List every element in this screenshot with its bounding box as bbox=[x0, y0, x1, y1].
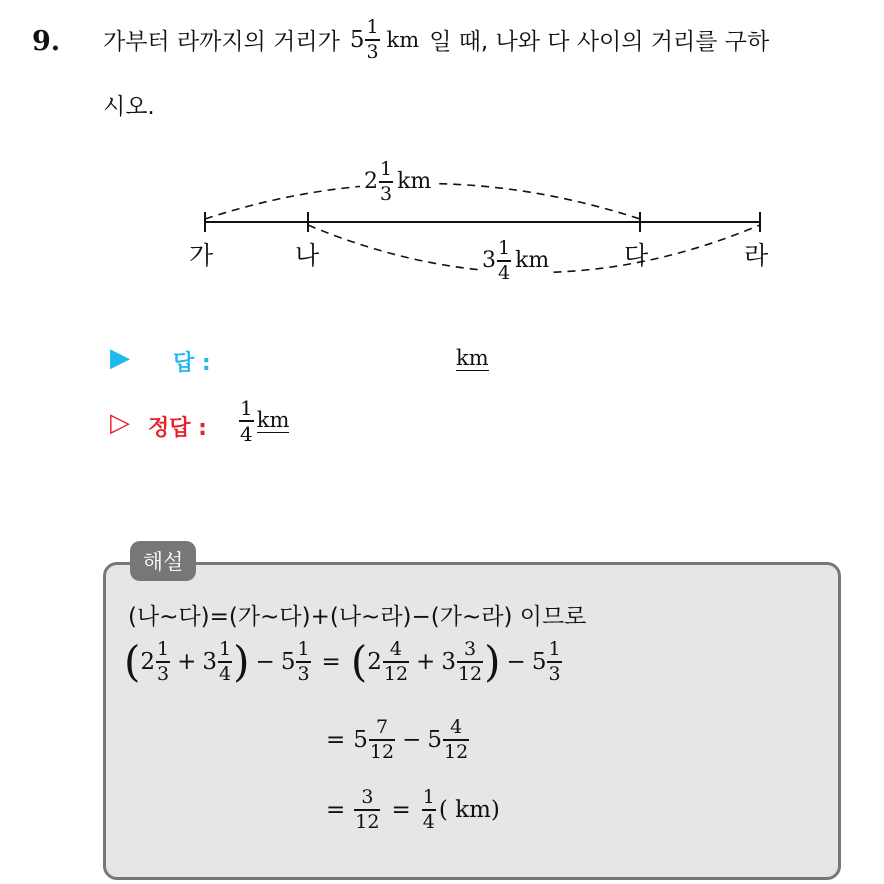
correct-fraction bbox=[239, 398, 254, 444]
lower-arc-label bbox=[478, 239, 553, 283]
upper-arc-label bbox=[360, 160, 435, 204]
lower-fraction bbox=[497, 239, 511, 283]
point-label-na: 나 bbox=[295, 241, 320, 270]
point-label-ga: 가 bbox=[189, 241, 214, 270]
explanation-line-4: = $\frac{3}{12}$ = $\frac{1}{4}$ ( km) bbox=[326, 786, 500, 833]
lower-unit: km bbox=[515, 248, 550, 274]
answer-blue-marker: ▶ bbox=[110, 343, 130, 373]
upper-fraction bbox=[379, 160, 393, 204]
explanation-line-1 bbox=[128, 598, 586, 631]
point-label-da: 다 bbox=[624, 241, 649, 270]
distance-diagram bbox=[0, 0, 884, 320]
point-label-ra: 라 bbox=[744, 241, 769, 270]
upper-denominator: 3 bbox=[380, 182, 393, 205]
correct-red-marker: ▷ bbox=[110, 408, 130, 438]
explanation-line-3: = 5 $\frac{7}{12}$ − 5 $\frac{4}{12}$ bbox=[326, 716, 469, 763]
correct-unit: km bbox=[256, 408, 290, 433]
lower-denominator: 4 bbox=[498, 261, 511, 284]
question-text-before: 가부터 라까지의 거리가 bbox=[103, 29, 340, 56]
lower-whole: 3 bbox=[482, 248, 496, 274]
answer-label: 답 : bbox=[173, 351, 211, 376]
total-denominator: 3 bbox=[366, 40, 379, 63]
total-whole: 5 bbox=[349, 26, 365, 53]
correct-answer-label: 정답 : bbox=[148, 416, 207, 441]
question-line-2: 시오. bbox=[103, 94, 155, 120]
upper-unit: km bbox=[397, 169, 432, 195]
explanation-tab: 해설 bbox=[130, 541, 196, 581]
question-text-after: 일 때, 나와 다 사이의 거리를 구하 bbox=[429, 29, 770, 56]
question-number: 9. bbox=[32, 26, 61, 57]
correct-denominator: 4 bbox=[240, 421, 253, 446]
upper-whole: 2 bbox=[364, 169, 378, 195]
total-numerator: 1 bbox=[366, 16, 379, 38]
answer-blank-unit[interactable]: km bbox=[456, 346, 489, 370]
explanation-line-2: ( 2 $\frac{1}{3}$ + 3 $\frac{1}{4}$ ) − 5 $\frac{1}{3}$ = ( 2 $\frac{4}{12}$ + 3 $\frac{3}{12}$ ) − 5 $\frac{1}{3}$ bbox=[124, 636, 561, 686]
correct-answer-value bbox=[238, 398, 289, 444]
lower-numerator: 1 bbox=[498, 237, 511, 259]
upper-numerator: 1 bbox=[380, 158, 393, 180]
total-unit: km bbox=[386, 27, 420, 52]
correct-numerator: 1 bbox=[240, 396, 253, 420]
explanation-line-1-text: (나~다)=(가~다)+(나~라)−(가~라) 이므로 bbox=[128, 604, 587, 630]
